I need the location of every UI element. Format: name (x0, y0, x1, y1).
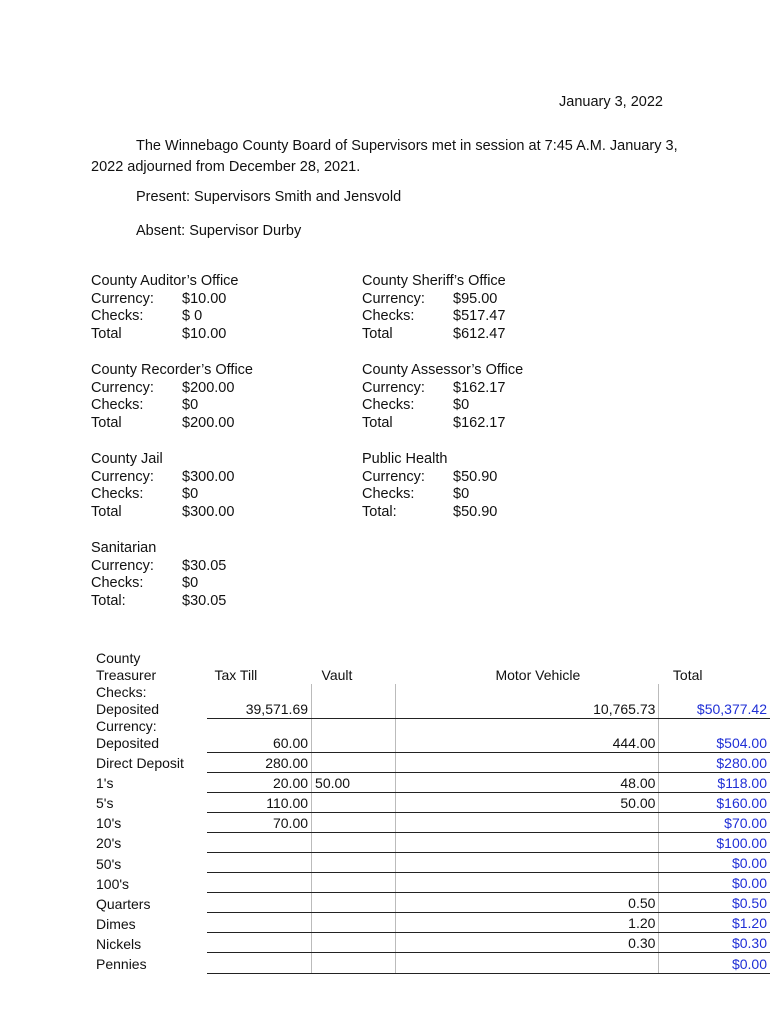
office-label: Currency: (91, 379, 154, 396)
office-label: Total (91, 415, 122, 432)
table-row (93, 953, 770, 973)
meeting-date: January 3, 2022 (559, 94, 663, 110)
row-label: 20's (96, 835, 122, 852)
motor-vehicle-cell (395, 752, 658, 772)
tax-till-cell: 60.00 (207, 718, 312, 752)
vault-cell (312, 953, 396, 973)
total-cell: $0.00 (659, 852, 770, 872)
motor-vehicle-cell: 0.50 (395, 893, 658, 913)
tax-till-cell: 70.00 (207, 812, 312, 832)
tax-till-cell: 280.00 (207, 752, 312, 772)
present-line: Present: Supervisors Smith and Jensvold (136, 189, 402, 205)
office-label: Checks: (362, 486, 415, 503)
office-title: County Recorder’s Office (91, 362, 253, 378)
office-value: $0 (182, 486, 199, 503)
vault-cell (312, 812, 396, 832)
total-cell: $280.00 (659, 752, 770, 772)
office-label: Currency: (91, 468, 154, 485)
office-value: $300.00 (182, 468, 235, 485)
office-block-sanitarian (91, 540, 351, 611)
table-row (93, 684, 770, 718)
office-value: $300.00 (182, 504, 235, 521)
table-row (93, 852, 770, 872)
row-label: Direct Deposit (96, 755, 184, 772)
tax-till-cell: 39,571.69 (207, 684, 312, 718)
header-total: Total (672, 667, 703, 683)
office-value: $162.17 (453, 379, 506, 396)
tax-till-cell (207, 933, 312, 953)
office-label: Currency: (91, 557, 154, 574)
office-label: Currency: (91, 290, 154, 307)
row-label: 5's (96, 795, 114, 812)
motor-vehicle-cell (395, 873, 658, 893)
table-row (93, 832, 770, 852)
office-label: Total (362, 326, 393, 343)
office-value: $517.47 (453, 308, 506, 325)
office-value: $0 (453, 486, 470, 503)
vault-cell (312, 832, 396, 852)
row-label: 100's (96, 875, 130, 892)
table-row (93, 752, 770, 772)
table-row (93, 772, 770, 792)
office-title: County Assessor’s Office (362, 362, 524, 378)
office-label: Checks: (362, 397, 415, 414)
office-value: $30.05 (182, 557, 227, 574)
vault-cell: 50.00 (312, 772, 396, 792)
vault-cell (312, 913, 396, 933)
vault-cell (312, 752, 396, 772)
total-cell: $1.20 (659, 913, 770, 933)
total-cell: $0.30 (659, 933, 770, 953)
tax-till-cell: 110.00 (207, 792, 312, 812)
motor-vehicle-cell (395, 953, 658, 973)
office-label: Checks: (362, 308, 415, 325)
office-label: Total (91, 326, 122, 343)
total-cell: $118.00 (659, 772, 770, 792)
office-block-auditor (91, 273, 351, 344)
header-county-treasurer: County Treasurer (96, 650, 157, 683)
office-label: Currency: (362, 379, 425, 396)
office-block-sheriff (362, 273, 622, 344)
office-title: Public Health (362, 451, 448, 467)
total-cell: $100.00 (659, 832, 770, 852)
office-label: Total (362, 415, 393, 432)
motor-vehicle-cell: 48.00 (395, 772, 658, 792)
row-label: 1's (96, 775, 114, 792)
office-label: Total: (91, 593, 126, 610)
office-value: $200.00 (182, 379, 235, 396)
office-title: County Auditor’s Office (91, 273, 239, 289)
office-label: Checks: (91, 397, 144, 414)
office-label: Total: (362, 504, 397, 521)
office-label: Currency: (362, 468, 425, 485)
motor-vehicle-cell: 1.20 (395, 913, 658, 933)
header-vault: Vault (321, 667, 353, 683)
header-motor-vehicle: Motor Vehicle (495, 667, 581, 683)
tax-till-cell: 20.00 (207, 772, 312, 792)
tax-till-cell (207, 873, 312, 893)
table-row (93, 893, 770, 913)
motor-vehicle-cell (395, 812, 658, 832)
office-block-recorder (91, 362, 351, 433)
header-tax-till: Tax Till (214, 667, 258, 683)
office-value: $0 (182, 397, 199, 414)
office-label: Total (91, 504, 122, 521)
office-title: County Sheriff’s Office (362, 273, 506, 289)
vault-cell (312, 933, 396, 953)
row-label: 10's (96, 815, 122, 832)
total-cell: $0.00 (659, 873, 770, 893)
table-row (93, 913, 770, 933)
table-row (93, 718, 770, 752)
row-label: Dimes (96, 915, 136, 932)
motor-vehicle-cell (395, 832, 658, 852)
row-label: Quarters (96, 895, 151, 912)
total-cell: $160.00 (659, 792, 770, 812)
vault-cell (312, 684, 396, 718)
office-block-assessor (362, 362, 622, 433)
vault-cell (312, 852, 396, 872)
table-row (93, 873, 770, 893)
table-row (93, 792, 770, 812)
row-label: Nickels (96, 935, 142, 952)
total-cell: $0.00 (659, 953, 770, 973)
office-title: County Jail (91, 451, 163, 467)
row-label: Pennies (96, 956, 147, 973)
office-block-public-health (362, 451, 622, 522)
tax-till-cell (207, 832, 312, 852)
absent-line: Absent: Supervisor Durby (136, 223, 302, 239)
table-row (93, 933, 770, 953)
office-value: $30.05 (182, 593, 227, 610)
office-value: $0 (182, 575, 199, 592)
intro-paragraph: The Winnebago County Board of Supervisors met in session at 7:45 A.M. January 3, 2022 adjourned from December 28, 2021. (91, 138, 678, 175)
office-value: $10.00 (182, 326, 227, 343)
total-cell: $504.00 (659, 718, 770, 752)
vault-cell (312, 873, 396, 893)
tax-till-cell (207, 953, 312, 973)
row-label: Currency: Deposited (96, 718, 160, 751)
row-label: Checks: Deposited (96, 684, 160, 717)
office-label: Checks: (91, 486, 144, 503)
motor-vehicle-cell: 444.00 (395, 718, 658, 752)
motor-vehicle-cell (395, 852, 658, 872)
office-value: $50.90 (453, 468, 498, 485)
office-value: $50.90 (453, 504, 498, 521)
office-label: Currency: (362, 290, 425, 307)
vault-cell (312, 792, 396, 812)
office-block-jail (91, 451, 351, 522)
total-cell: $70.00 (659, 812, 770, 832)
total-cell: $50,377.42 (659, 684, 770, 718)
office-value: $200.00 (182, 415, 235, 432)
tax-till-cell (207, 893, 312, 913)
office-value: $95.00 (453, 290, 498, 307)
vault-cell (312, 718, 396, 752)
table-header-row (93, 650, 770, 684)
office-value: $0 (453, 397, 470, 414)
motor-vehicle-cell: 10,765.73 (395, 684, 658, 718)
table-row (93, 812, 770, 832)
office-label: Checks: (91, 308, 144, 325)
motor-vehicle-cell: 50.00 (395, 792, 658, 812)
total-cell: $0.50 (659, 893, 770, 913)
office-title: Sanitarian (91, 540, 157, 556)
office-value: $162.17 (453, 415, 506, 432)
row-label: 50's (96, 855, 122, 872)
office-value: $10.00 (182, 290, 227, 307)
tax-till-cell (207, 913, 312, 933)
motor-vehicle-cell: 0.30 (395, 933, 658, 953)
treasurer-table (93, 650, 770, 974)
office-value: $612.47 (453, 326, 506, 343)
vault-cell (312, 893, 396, 913)
office-value: $ 0 (182, 308, 203, 325)
tax-till-cell (207, 852, 312, 872)
office-label: Checks: (91, 575, 144, 592)
